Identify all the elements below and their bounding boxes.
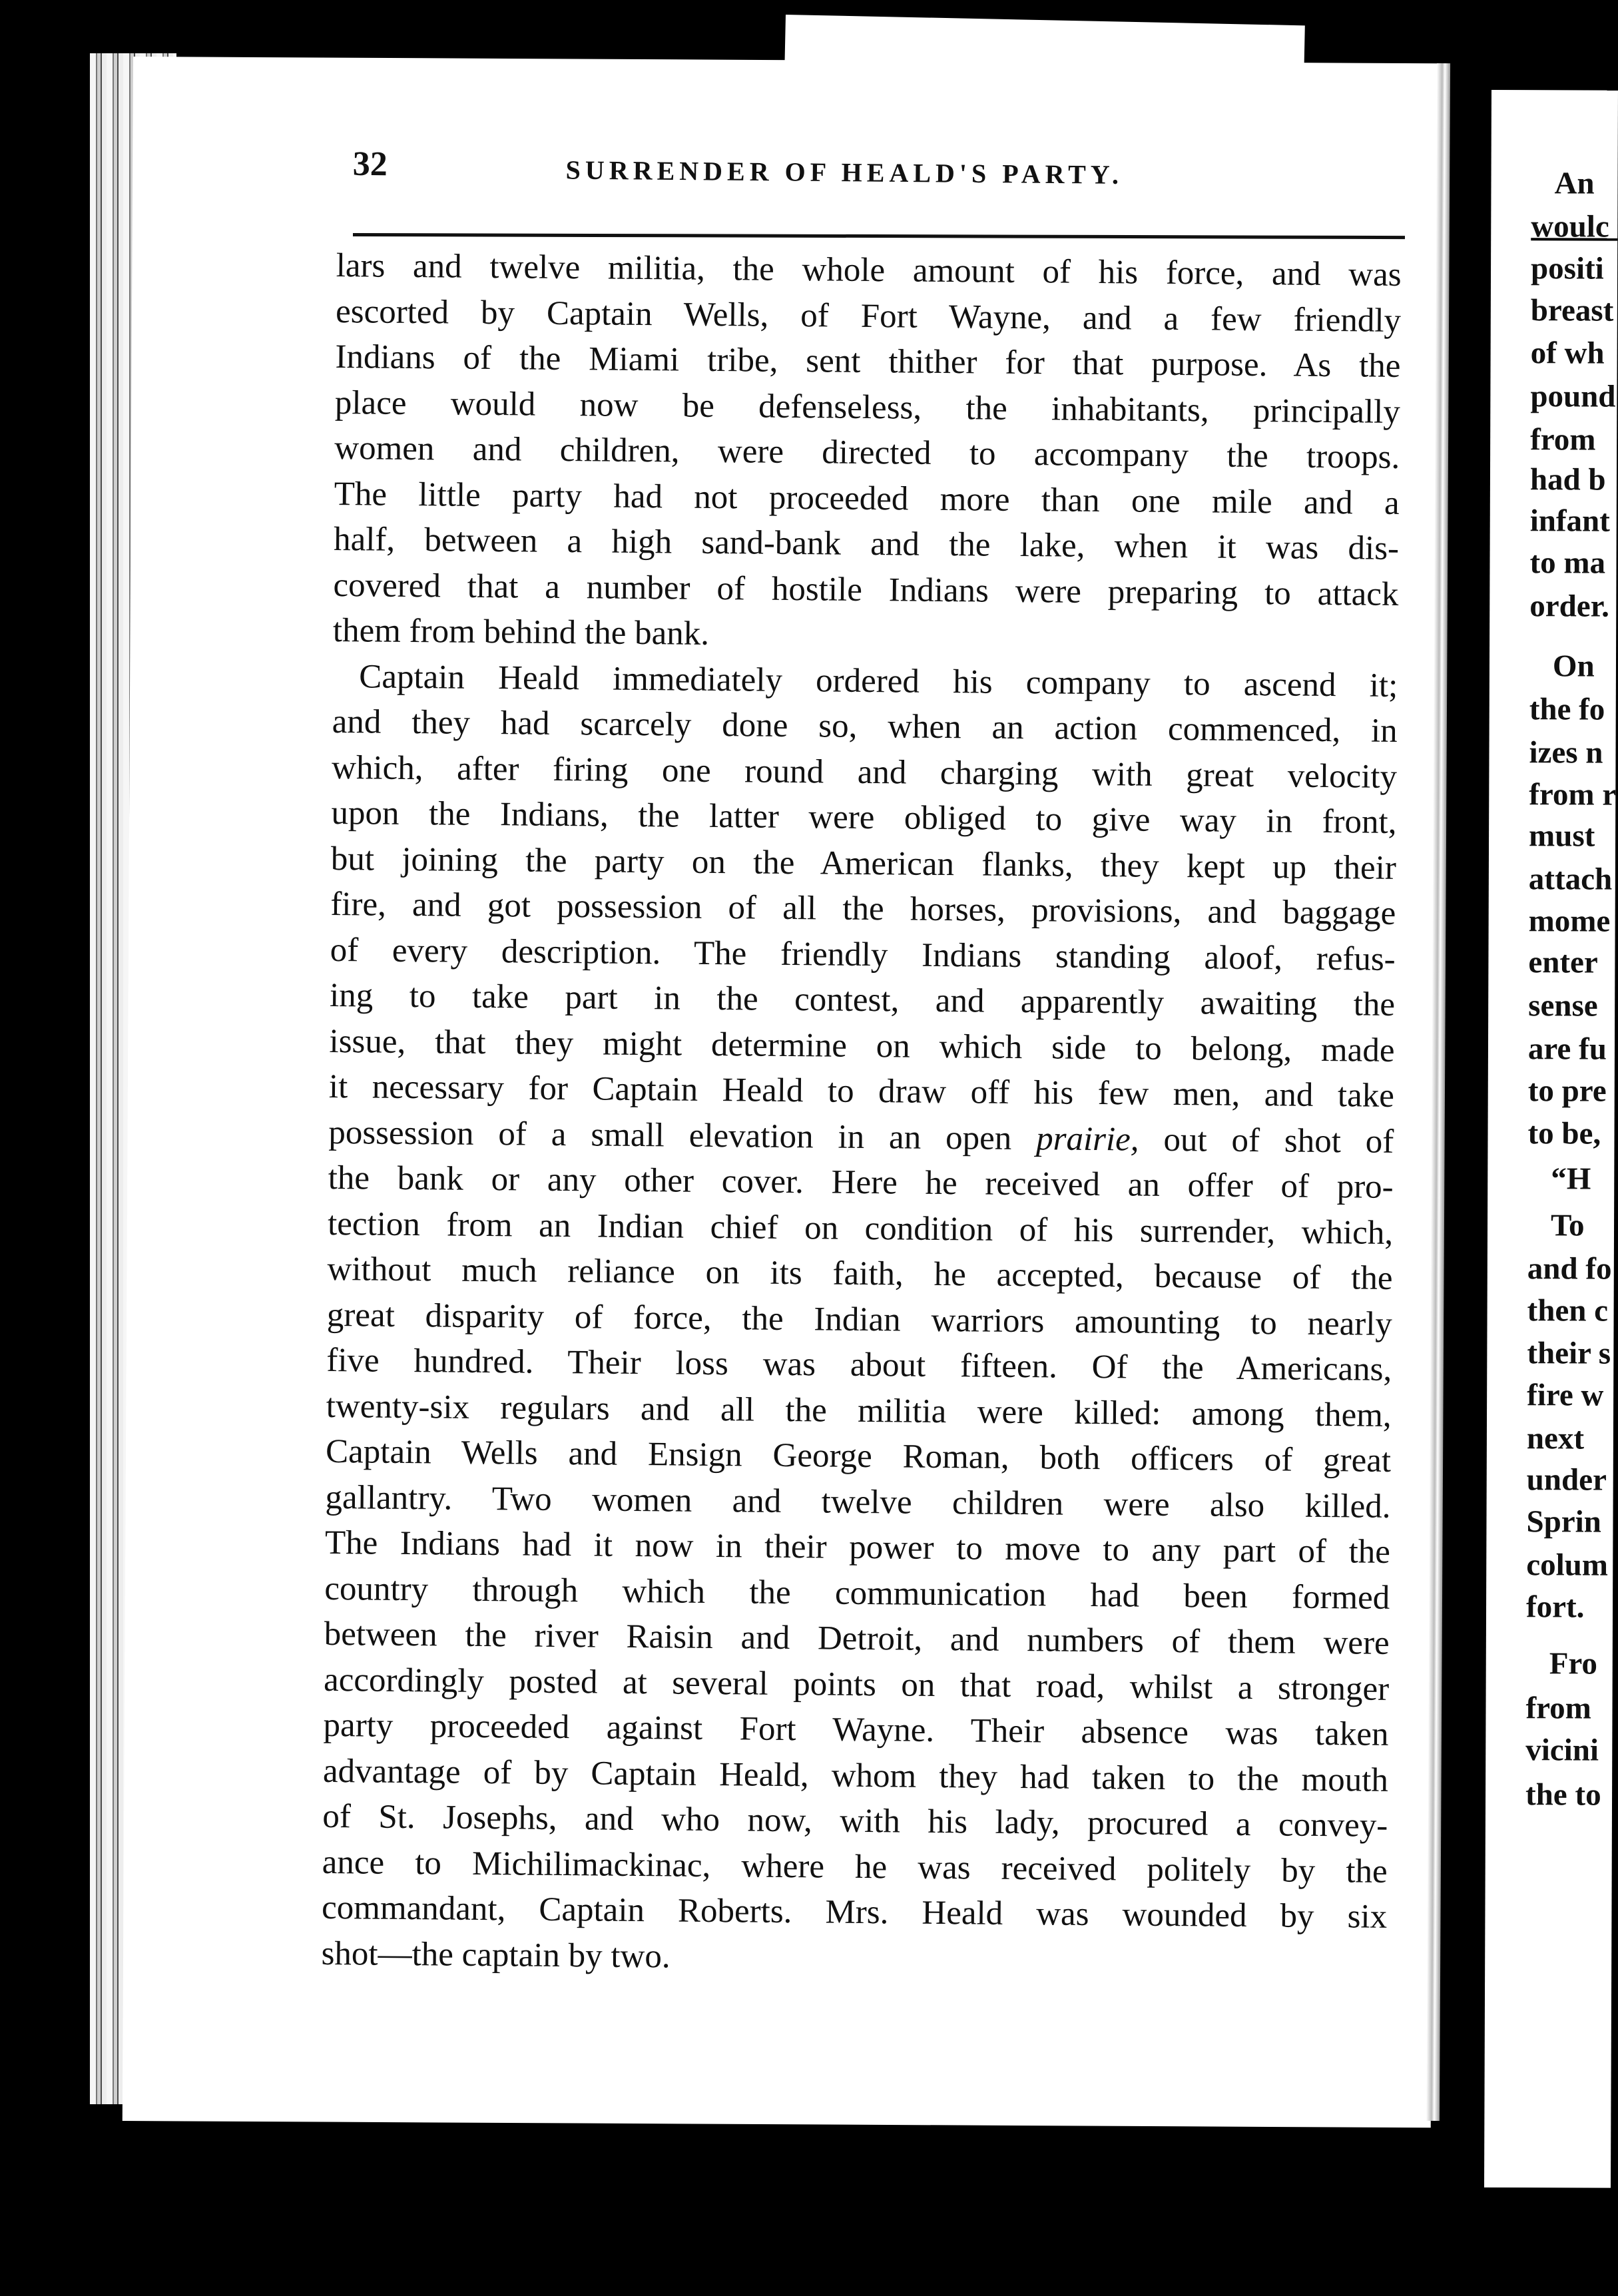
text-line: possession of a small elevation in an open prairie, out of shot of [328,1113,1394,1161]
text-line: place would now be defenseless, the inhabitants, principally [334,384,1401,431]
facing-text-fragment: pound [1530,379,1616,414]
text-line: of every description. The friendly Indians standing aloof, refus- [330,931,1396,978]
text-line: twenty-six regulars and all the militia were killed: among them, [326,1387,1392,1434]
facing-text-fragment: their s [1527,1336,1611,1371]
facing-text-fragment: infant [1529,503,1610,539]
text-line: country through which the communication had been formed [324,1570,1390,1617]
text-line: shot—the captain by two. [321,1934,671,1975]
text-line: covered that a number of hostile Indians were preparing to attack [333,566,1399,613]
text-line: the bank or any other cover. Here he received an offer of pro- [328,1159,1394,1206]
facing-text-fragment: colum [1526,1548,1609,1583]
text-line: but joining the party on the American flanks, they kept up their [330,840,1397,887]
facing-text-fragment: under [1526,1462,1607,1498]
facing-text-fragment: next [1526,1421,1585,1456]
text-line: half, between a high sand-bank and the lake, when it was dis- [333,520,1400,567]
text-line: between the river Raisin and Detroit, and numbers of them were [324,1615,1390,1662]
text-line: Captain Wells and Ensign George Roman, both officers of great [325,1432,1392,1480]
paragraph-2-continued [321,1155,1394,1986]
text-line: gallantry. Two women and twelve children were also killed. [325,1478,1391,1526]
text-line: Captain Heald immediately ordered his company to ascend it; [359,657,1398,705]
facing-text-fragment: the to [1525,1777,1601,1813]
text-line: great disparity of force, the Indian warriors amounting to nearly [326,1296,1393,1343]
facing-text-fragment: to be, [1527,1116,1601,1151]
facing-text-fragment: fire w [1527,1378,1604,1413]
facing-text-fragment: had b [1529,462,1606,497]
facing-text-fragment: mome [1528,904,1611,939]
text-line: them from behind the bank. [332,611,710,653]
facing-text-fragment: “H [1551,1161,1591,1197]
facing-page-text [1491,90,1618,1813]
running-head: SURRENDER OF HEALD'S PARTY. [565,154,1124,190]
text-line: ance to Michilimackinac, where he was received politely by the [322,1843,1388,1890]
facing-text-fragment: On [1552,649,1595,684]
text-line: issue, that they might determine on which side to belong, made [329,1022,1395,1069]
italic-word: prairie, [1035,1119,1139,1159]
text-line: tection from an Indian chief on condition of his surrender, which, [327,1205,1394,1252]
facing-page [1484,90,1618,2188]
paragraph-2 [329,653,1398,1119]
facing-text-fragment: izes n [1529,735,1603,770]
facing-text-fragment: attach [1528,862,1613,897]
facing-text-fragment: are fu [1527,1031,1607,1067]
body-text [321,243,1402,1986]
facing-text-fragment: An [1554,166,1595,201]
facing-text-fragment: of wh [1530,336,1605,371]
text-line: upon the Indians, the latter were obliged to give way in front, [331,794,1397,841]
text-line: and they had scarcely done so, when an action commenced, in [332,703,1398,750]
facing-text-fragment: from [1525,1691,1591,1726]
facing-text-fragment: breast [1530,293,1614,328]
facing-text-fragment: To [1550,1208,1585,1243]
facing-text-fragment: and fo [1527,1251,1612,1287]
facing-text-fragment: positi [1530,251,1604,286]
text-line: accordingly posted at several points on that road, whilst a stronger [323,1661,1390,1708]
text-line: advantage of by Captain Heald, whom they had taken to the mouth [322,1752,1389,1799]
facing-text-fragment: sense [1528,988,1598,1023]
text-line: The little party had not proceeded more than one mile and a [334,475,1400,522]
text-line: ing to take part in the contest, and apparently awaiting the [329,976,1396,1023]
text-line: Indians of the Miami tribe, sent thither for that purpose. As the [335,338,1401,385]
facing-text-fragment: vicini [1525,1733,1599,1768]
facing-text-fragment: to pre [1527,1073,1607,1109]
text-line: The Indians had it now in their power to move to any part of the [324,1524,1391,1571]
facing-text-fragment: must [1528,818,1595,854]
facing-text-fragment: the fo [1529,692,1605,727]
page-number: 32 [352,144,388,184]
facing-text-fragment: then c [1527,1293,1609,1328]
facing-text-fragment: from r [1529,777,1617,812]
text-line: escorted by Captain Wells, of Fort Wayne, and a few friendly [335,292,1402,340]
facing-text-fragment: to ma [1529,545,1606,581]
facing-text-fragment: enter [1528,945,1598,980]
facing-text-fragment: Sprin [1526,1504,1601,1540]
facing-text-fragment: fort. [1525,1589,1585,1625]
text-line: it necessary for Captain Heald to draw off his few men, and take [328,1067,1395,1115]
text-line: without much reliance on its faith, he accepted, because of the [327,1250,1393,1297]
text-line: five hundred. Their loss was about fifteen. Of the Americans, [326,1341,1392,1388]
text-line: lars and twelve militia, the whole amount of his force, and was [336,246,1402,294]
facing-text-fragment: order. [1529,589,1610,624]
paragraph-1 [333,243,1402,663]
facing-text-fragment: woulc [1531,209,1609,244]
text-line: of St. Josephs, and who now, with his lady, procured a convey- [322,1797,1388,1845]
text-line: which, after firing one round and charging with great velocity [331,748,1398,796]
facing-text-fragment: from [1530,422,1596,457]
facing-text-fragment: Fro [1549,1646,1598,1681]
text-line: women and children, were directed to accompany the troops. [334,429,1400,476]
text-line: party proceeded against Fort Wayne. Their absence was taken [323,1706,1389,1753]
text-line: fire, and got possession of all the horses, provisions, and baggage [330,885,1396,932]
text-line: commandant, Captain Roberts. Mrs. Heald was wounded by six [321,1888,1388,1936]
